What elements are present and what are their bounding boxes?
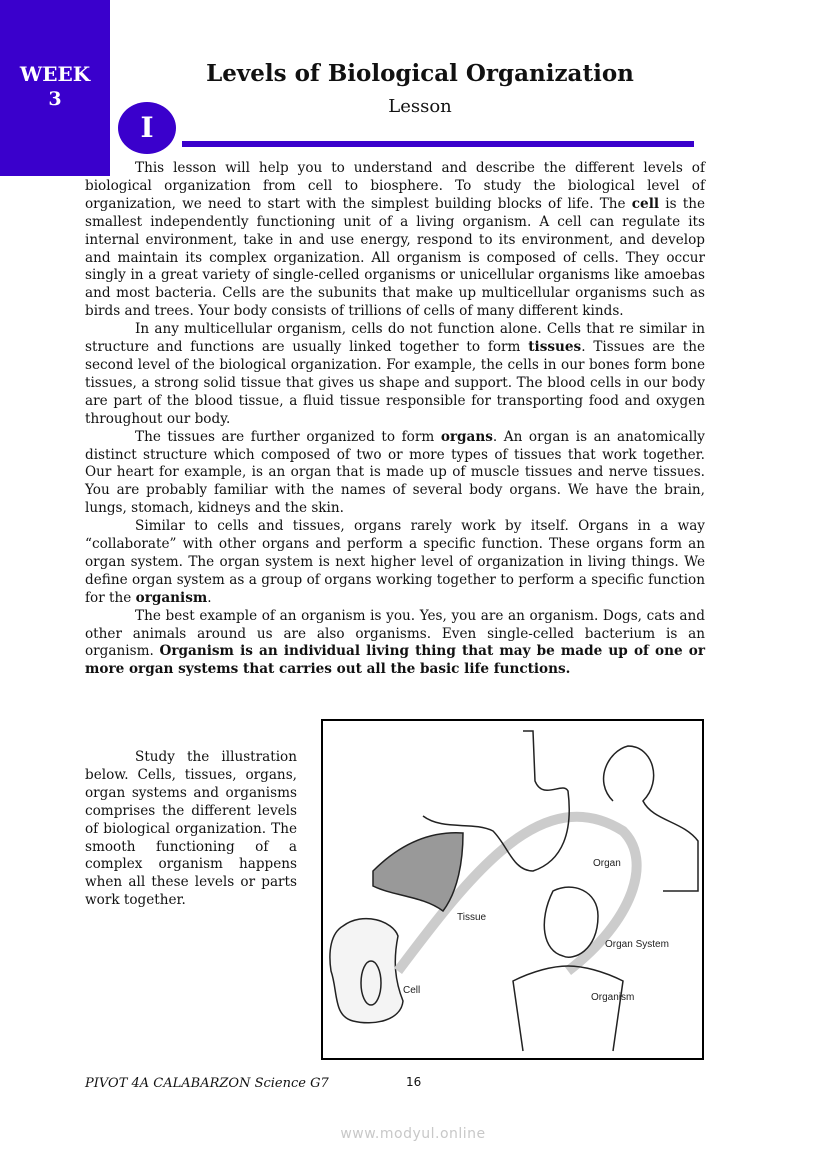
lesson-body: [85, 160, 705, 679]
text-run: Similar to cells and tissues, organs rarely work by itself. Organs in a way “collaborate” with other organs and perform a specific function. These organs form an organ system. The organ system is next higher level of organization in living things. We define organ system as a group of organs working together to perform a specific function for the: [85, 518, 705, 606]
illustration-caption: [85, 749, 297, 910]
label-organism: Organism: [591, 992, 635, 1003]
bold-term: Organism is an individual living thing that may be made up of one or more organ systems that carries out all the basic life functions.: [85, 643, 705, 678]
text-run: . Tissues are the second level of the biological organization. For example, the cells in our bones form bone tissues, a strong solid tissue that gives us shape and support. The blood cells in our body are part of the blood tissue, a fluid tissue responsible for transporting food and oxygen throughout our body.: [85, 339, 705, 427]
tissue-drawing: [373, 833, 463, 911]
text-run: In any multicellular organism, cells do not function alone. Cells that re similar in structure and functions are usually linked together to form: [85, 321, 705, 356]
label-organ-system: Organ System: [605, 939, 669, 950]
text-run: The best example of an organism is you. Yes, you are an organism. Dogs, cats and other animals around us are also organisms. Even single-celled bacterium is an organism.: [85, 607, 705, 660]
text-run: .: [207, 589, 212, 606]
text-run: . An organ is an anatomically distinct structure which composed of two or more types of tissues that work together. Our heart for example, is an organ that is made up of muscle tissues and nerve tissues. You are probably familiar with the names of several body organs. We have the brain, lungs, stomach, kidneys and the skin.: [85, 428, 705, 517]
cell-drawing: [330, 919, 403, 1023]
paragraph: [85, 429, 705, 519]
week-number: 3: [48, 88, 62, 110]
text-run: The tissues are further organized to form: [135, 428, 441, 445]
page-title: Levels of Biological Organization: [206, 60, 634, 87]
paragraph: [85, 321, 705, 428]
page-subtitle: Lesson: [388, 96, 452, 117]
watermark: www.modyul.online: [340, 1126, 486, 1142]
page-number: 16: [406, 1075, 422, 1089]
bold-term: tissues: [528, 339, 582, 356]
paragraph: [85, 608, 705, 680]
section-badge: I: [118, 102, 176, 154]
text-run: is the smallest independently functioning unit of a living organism. A cell can regulate its internal environment, take in and use energy, respond to its environment, and develop and maintain its complex organization. All organism is composed of cells. They occur singly in a great variety of single-celled organisms or unicellular organisms like amoebas and most bacteria. Cells are the subunits that make up multicellular organisms such as birds and trees. Your body consists of trillions of cells of many different kinds.: [85, 195, 705, 320]
week-label: WEEK: [19, 62, 91, 86]
label-cell: Cell: [403, 985, 421, 996]
footer-text: PIVOT 4A CALABARZON Science G7: [85, 1076, 329, 1091]
label-tissue: Tissue: [457, 912, 487, 923]
paragraph: [85, 160, 705, 321]
label-organ: Organ: [593, 858, 621, 869]
illustration-drawing: [323, 721, 702, 1058]
week-banner: [0, 0, 110, 176]
caption-text: Study the illustration below. Cells, tissues, organs, organ systems and organisms comprises the different levels of biological organization. The smooth functioning of a complex organism happens when all these levels or parts work together.: [85, 749, 297, 909]
header-divider: [182, 141, 694, 147]
bold-term: organs: [440, 428, 493, 445]
paragraph: [85, 518, 705, 608]
text-run: This lesson will help you to understand and describe the different levels of biological organization from cell to biosphere. To study the biological level of organization, we need to start with the simplest building blocks of life. The: [85, 160, 705, 212]
body-outline: [604, 746, 698, 891]
bold-term: cell: [631, 195, 660, 212]
levels-illustration: [321, 719, 704, 1060]
bold-term: organism: [135, 589, 208, 606]
